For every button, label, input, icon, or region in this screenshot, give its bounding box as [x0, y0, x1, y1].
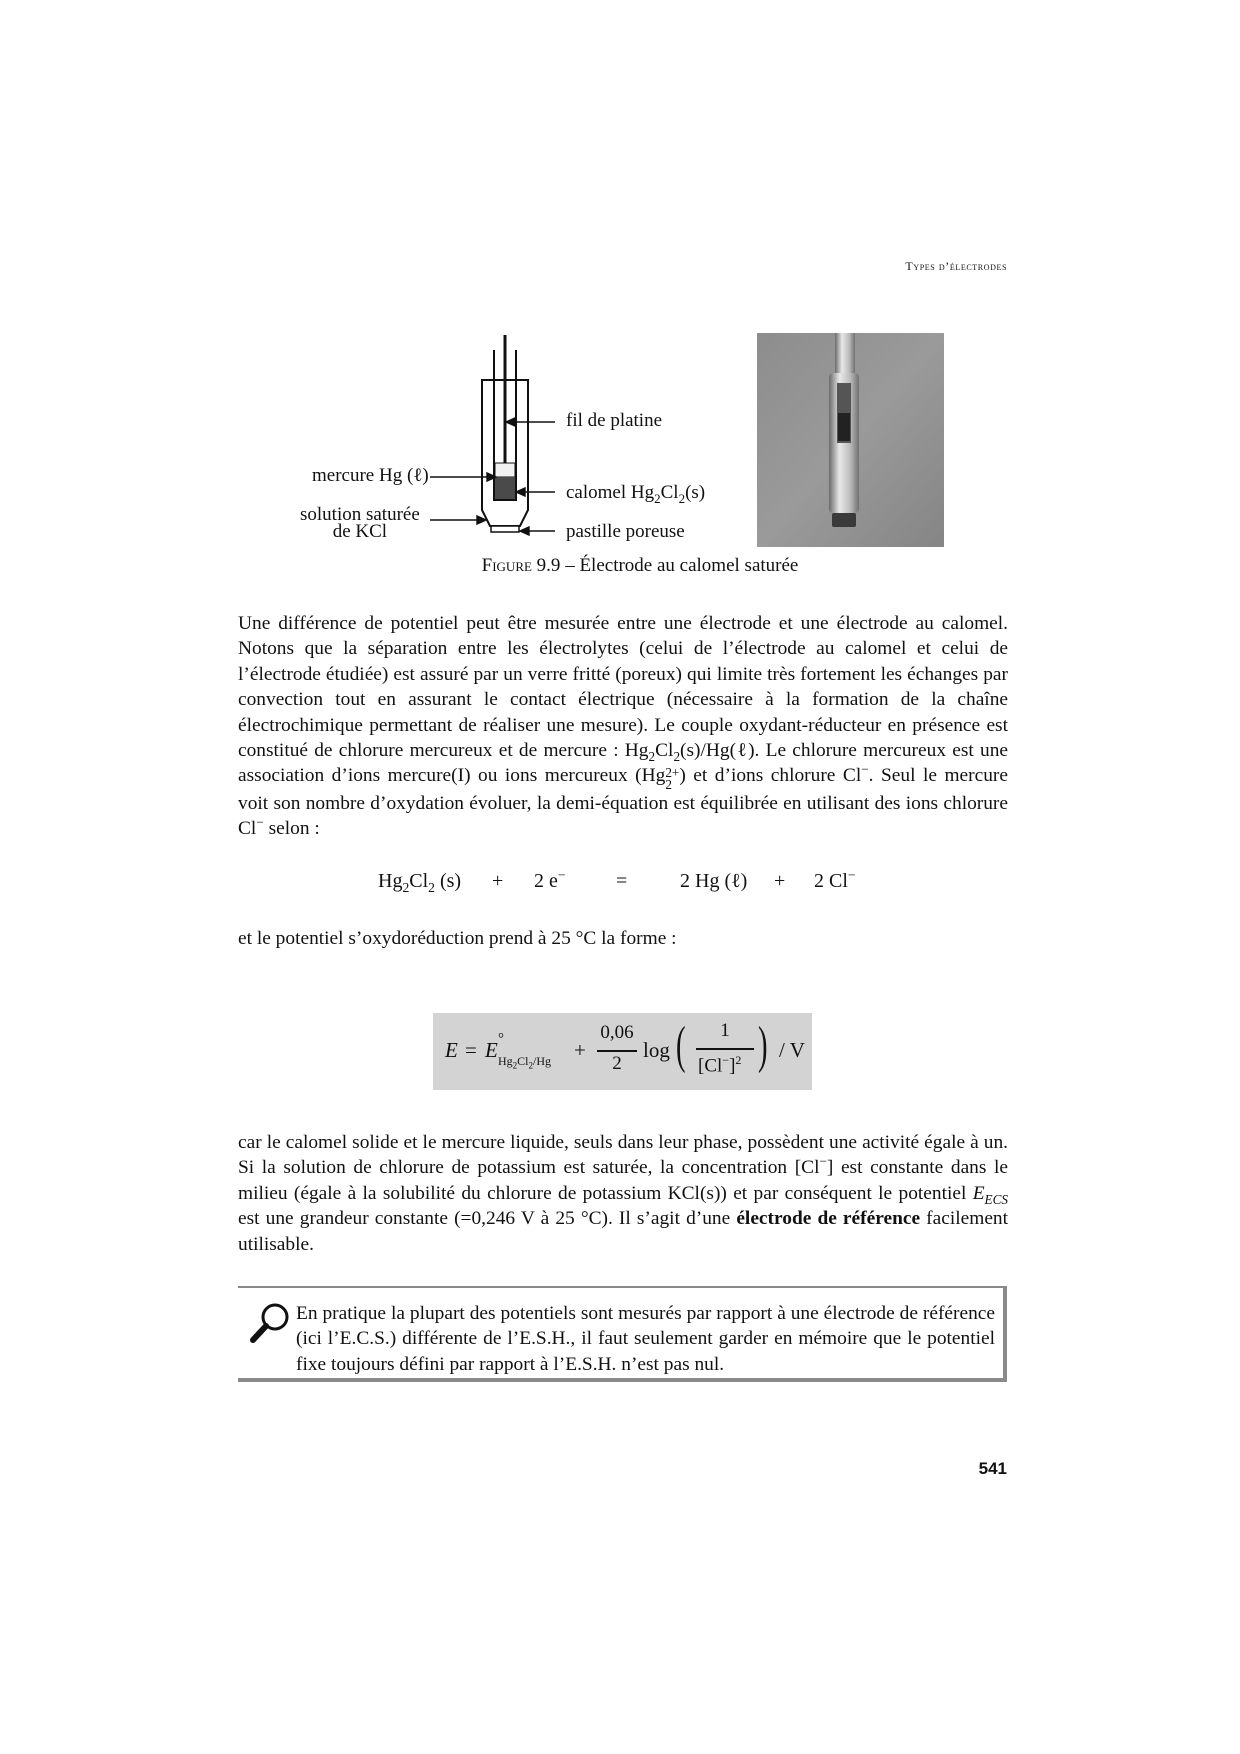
paragraph-intro: Une différence de potentiel peut être mesurée entre une électrode et une électrode au calomel. Notons que la séparation entre les électrolytes (celui de l’électrode au calomel et celui de l’électrode étudiée) est assuré par un verre fritté (poreux) qui limite très fortement les échanges par convection tout en assurant le contact électrique (nécessaire à la formation de la chaîne électrochimique permettant de réaliser une mesure). Le couple oxydant-réducteur en présence est constitué de chlorure mercureux et de mercure : $Hg_2Cl_2(s)/Hg(\ell)$. Le chlorure mercureux est une association d’ions mercure(I) ou ions mercureux (Hg 2+ 2 ) et d’ions chlorure Cl−. Seul le mercure voit son nombre d’oxydation évoluer, la demi-équation est équilibrée en utilisant des ions chlorure Cl− selon :: [238, 613, 1008, 839]
running-head: Types d’électrodes: [905, 259, 1007, 273]
note-box: [238, 1286, 1007, 1382]
magnifier-icon: [248, 1300, 294, 1346]
page-number: 541: [978, 1459, 1007, 1478]
label-porous-pellet: pastille poreuse: [566, 521, 685, 542]
electrode-photo: [757, 333, 944, 547]
paragraph-potential-intro: et le potentiel s’oxydoréduction prend à 25 °C la forme :: [238, 928, 677, 949]
figure-caption: Figure 9.9 – Électrode au calomel saturée: [481, 555, 799, 576]
annotation-lines: [430, 405, 570, 540]
label-calomel: calomel $Hg_2Cl_2(s)$: [566, 482, 706, 506]
label-platinum-wire: fil de platine: [566, 410, 663, 431]
paragraph-reference-electrode: car le calomel solide et le mercure liquide, seuls dans leur phase, possèdent une activité égale à un. Si la solution de chlorure de potassium est saturée, la concentration [Cl−] est constante dans le milieu (égale à la solubilité du chlorure de potassium KCl(s)) et par conséquent le potentiel $E_{ECS}$ est une grandeur constante (=0,246 V à 25 °C). Il s’agit d’une électrode de référence facilement utilisable.: [238, 1132, 1009, 1255]
note-text: En pratique la plupart des potentiels sont mesurés par rapport à une électrode de référence (ici l’E.C.S.) différente de l’E.S.H., il faut seulement garder en mémoire que le potentiel fixe toujours défini par rapport à l’E.S.H. n’est pas nul.: [296, 1303, 995, 1375]
half-equation: $Hg_2Cl_2$ (s) + 2 e− = 2 Hg (ℓ) + 2 Cl−: [378, 867, 856, 895]
label-saturated-solution: solution saturée de KCl: [300, 504, 420, 542]
nernst-formula: E = E ° $Hg_2Cl_2/Hg$ + 0,06 2 log ( 1 $[Cl^-]^2$ ) / V: [433, 1013, 812, 1090]
label-mercury: mercure Hg (ℓ): [312, 465, 429, 486]
